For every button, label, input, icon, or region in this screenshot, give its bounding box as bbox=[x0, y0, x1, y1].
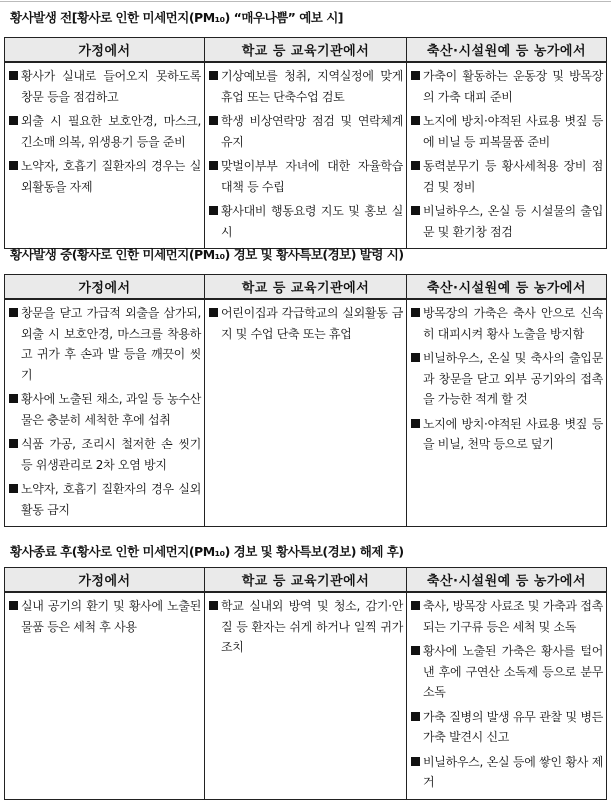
list-item: 기상예보를 청취, 지역실정에 맞게 휴업 또는 단축수업 검토 bbox=[208, 66, 403, 107]
list-item: 비닐하우스, 온실 등에 쌓인 황사 제거 bbox=[410, 752, 603, 793]
list-item: 창문을 닫고 가급적 외출을 삼가되, 외출 시 보호안경, 마스크를 착용하고 귀가 후 손과 발 등을 깨끗이 씻기 bbox=[8, 303, 201, 385]
cell-school bbox=[205, 299, 407, 527]
list-item: 외출 시 필요한 보호안경, 마스크, 긴소매 의복, 위생용기 등을 준비 bbox=[8, 111, 201, 152]
list-item: 황사대비 행동요령 지도 및 홍보 실시 bbox=[208, 201, 403, 242]
header-school: 학교 등 교육기관에서 bbox=[205, 275, 407, 300]
list-item: 노지에 방치·야적된 사료용 볏짚 등을 비닐, 천막 등으로 덮기 bbox=[410, 414, 603, 455]
header-farm: 축산·시설원예 등 농가에서 bbox=[407, 275, 607, 300]
cell-home bbox=[5, 592, 205, 799]
list-item: 노약자, 호흡기 질환자의 경우 실외활동 금지 bbox=[8, 479, 201, 520]
list-item: 어린이집과 각급학교의 실외활동 금지 및 수업 단축 또는 휴업 bbox=[208, 303, 403, 344]
list-item: 황사에 노출된 가축은 황사를 털어낸 후에 구연산 소독제 등으로 분무 소독 bbox=[410, 641, 603, 703]
table-body-row bbox=[5, 62, 607, 249]
table-after-dust bbox=[4, 567, 607, 800]
header-school: 학교 등 교육기관에서 bbox=[205, 38, 407, 63]
header-school: 학교 등 교육기관에서 bbox=[205, 568, 407, 593]
header-farm: 축산·시설원예 등 농가에서 bbox=[407, 568, 607, 593]
cell-farm bbox=[407, 62, 607, 249]
table-during-dust bbox=[4, 274, 607, 527]
list-item: 비닐하우스, 온실 및 축사의 출입문과 창문을 닫고 외부 공기와의 접촉을 가능한 적게 할 것 bbox=[410, 348, 603, 410]
list-item: 노지에 방치·야적된 사료용 볏짚 등에 비닐 등 피복물품 준비 bbox=[410, 111, 603, 152]
table-header-row bbox=[5, 275, 607, 300]
cell-home bbox=[5, 62, 205, 249]
section-title-during: 황사발생 중(황사로 인한 미세먼지(PM₁₀) 경보 및 황사특보(경보) 발령 시) bbox=[10, 247, 404, 262]
list-item: 황사에 노출된 채소, 과일 등 농수산물은 충분히 세척한 후에 섭취 bbox=[8, 389, 201, 430]
cell-school bbox=[205, 592, 407, 799]
cell-home bbox=[5, 299, 205, 527]
cell-farm bbox=[407, 592, 607, 799]
list-item: 가축 질병의 발생 유무 관찰 및 병든 가축 발견시 신고 bbox=[410, 707, 603, 748]
list-item: 학생 비상연락망 점검 및 연락체계 유지 bbox=[208, 111, 403, 152]
section-title-before: 황사발생 전[황사로 인한 미세먼지(PM₁₀) “매우나쁨” 예보 시] bbox=[10, 10, 344, 25]
list-item: 실내 공기의 환기 및 황사에 노출된 물품 등은 세척 후 사용 bbox=[8, 596, 201, 637]
list-item: 황사가 실내로 들어오지 못하도록 창문 등을 점검하고 bbox=[8, 66, 201, 107]
header-home: 가정에서 bbox=[5, 275, 205, 300]
list-item: 동력분무기 등 황사세척용 장비 점검 및 정비 bbox=[410, 156, 603, 197]
table-body-row bbox=[5, 299, 607, 527]
table-header-row bbox=[5, 38, 607, 63]
table-body-row bbox=[5, 592, 607, 799]
cell-farm bbox=[407, 299, 607, 527]
top-rule bbox=[0, 1, 611, 2]
header-home: 가정에서 bbox=[5, 38, 205, 63]
list-item: 식품 가공, 조리시 철저한 손 씻기 등 위생관리로 2차 오염 방지 bbox=[8, 434, 201, 475]
list-item: 노약자, 호흡기 질환자의 경우는 실외활동을 자제 bbox=[8, 156, 201, 197]
section-title-after: 황사종료 후(황사로 인한 미세먼지(PM₁₀) 경보 및 황사특보(경보) 해제 후) bbox=[10, 544, 404, 559]
list-item: 가축이 활동하는 운동장 및 방목장의 가축 대피 준비 bbox=[410, 66, 603, 107]
list-item: 방목장의 가축은 축사 안으로 신속히 대피시켜 황사 노출을 방지함 bbox=[410, 303, 603, 344]
table-before-dust bbox=[4, 37, 607, 249]
header-home: 가정에서 bbox=[5, 568, 205, 593]
cell-school bbox=[205, 62, 407, 249]
list-item: 학교 실내외 방역 및 청소, 감기·안질 등 환자는 쉬게 하거나 일찍 귀가 조치 bbox=[208, 596, 403, 658]
table-header-row bbox=[5, 568, 607, 593]
list-item: 비닐하우스, 온실 등 시설물의 출입문 및 환기창 점검 bbox=[410, 201, 603, 242]
list-item: 축사, 방목장 사료조 및 가축과 접촉되는 기구류 등은 세척 및 소독 bbox=[410, 596, 603, 637]
header-farm: 축산·시설원예 등 농가에서 bbox=[407, 38, 607, 63]
list-item: 맞벌이부부 자녀에 대한 자율학습 대책 등 수립 bbox=[208, 156, 403, 197]
